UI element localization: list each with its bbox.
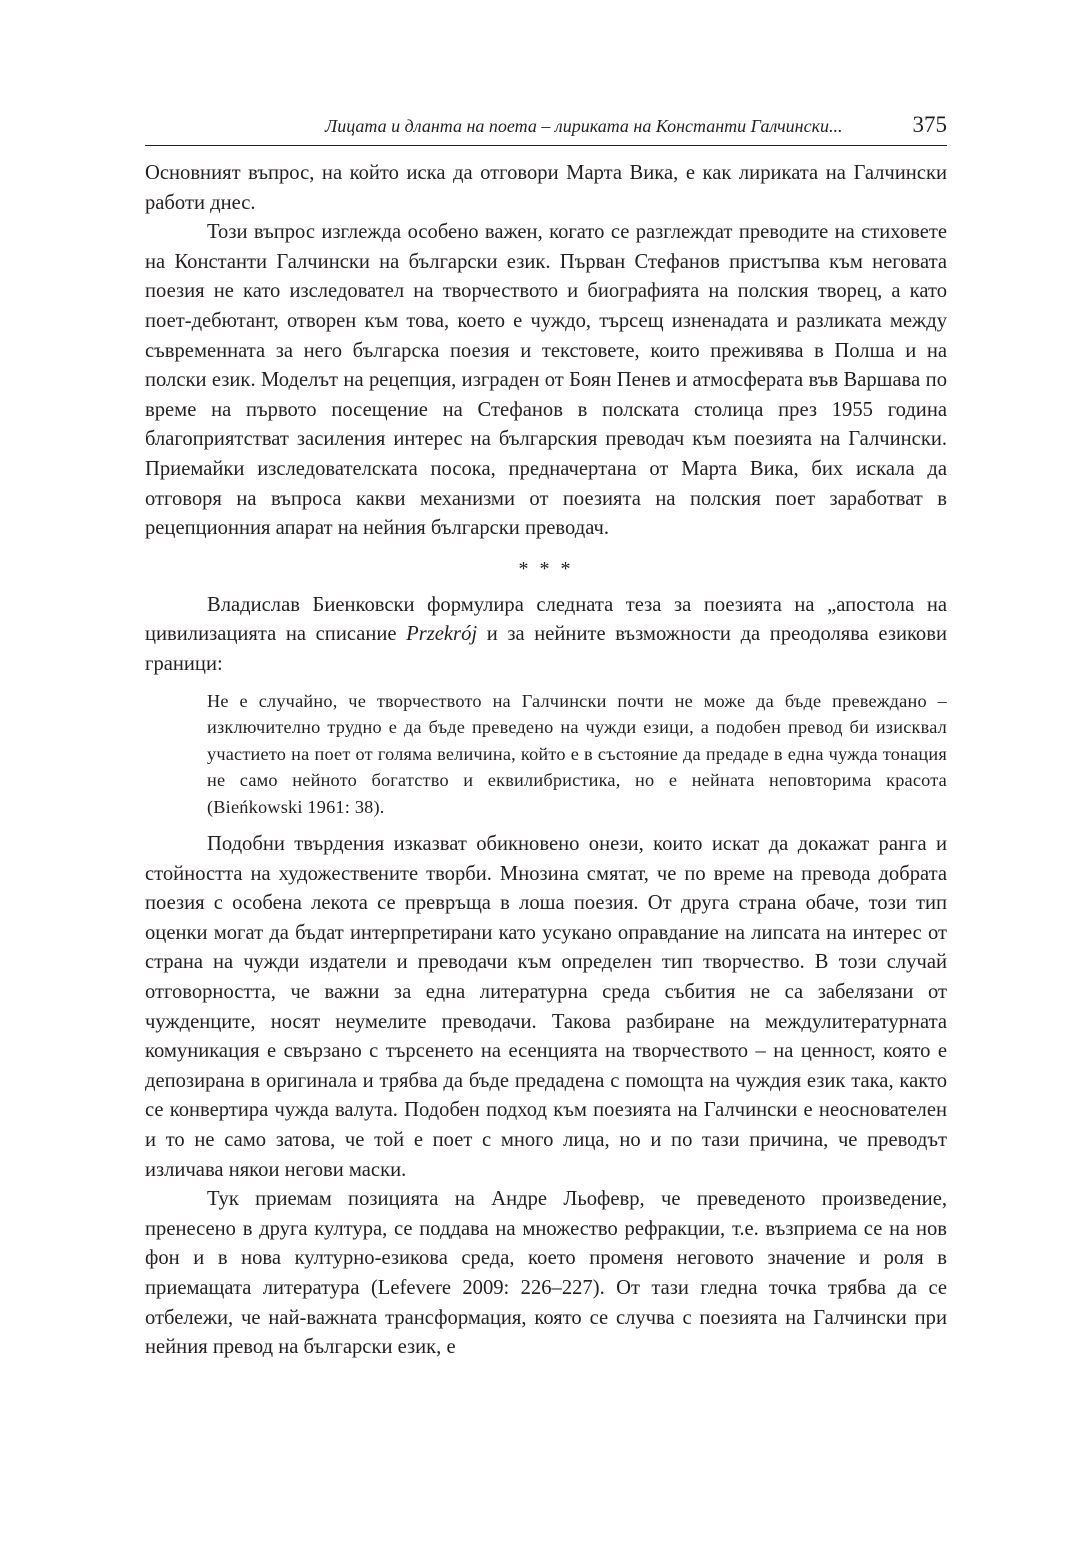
book-page (145, 112, 947, 1363)
block-quote: Не е случайно, че творчеството на Галчински почти не може да бъде превеждано – изключително трудно е да бъде преведено на чужди езици, а подобен превод би изисквал участието на поет от голяма величина, който е в състояние да предаде в една чужда тонация не само нейното богатство и еквилибристика, но е нейната неповторима красота (Bieńkowski 1961: 38). (207, 690, 947, 817)
paragraph-1: Основният въпрос, на който иска да отговори Марта Вика, е как лириката на Галчински работи днес. (145, 162, 947, 214)
section-separator: * * * (518, 557, 574, 580)
running-title: Лицата и дланта на поета – лириката на Константи Галчински... (325, 116, 843, 136)
paragraph-3-text-before: Владислав Биенковски формулира следната теза за поезията на „апостола на цивилизацията на списание (145, 593, 947, 646)
paragraph-2: Този въпрос изглежда особено важен, когато се разглеждат преводите на стиховете на Константи Галчински на български език. Първан Стефанов пристъпва към неговата поезия не като изследовател на творчеството и биографията на полския творец, а като поет-дебютант, отворен към това, което е чуждо, търсещ изненадата и разликата между съвременната за него българска поезия и текстовете, които преживява в Полша и на полски език. Моделът на рецепция, изграден от Боян Пенев и атмосферата във Варшава по време на първото посещение на Стефанов в полската столица през 1955 година благоприятстват засиления интерес на българския преводач към поезията на Галчински. Приемайки изследователската посока, предначертана от Марта Вика, бих искала да отговоря на въпроса какви механизми от поезията на полския поет заработват в рецепционния апарат на нейния български преводач. (145, 221, 947, 540)
paragraph-4: Подобни твърдения изказват обикновено онези, които искат да докажат ранга и стойността на художествените творби. Мнозина смятат, че по време на превода добрата поезия с особена лекота се превръща в лоша поезия. От друга страна обаче, този тип оценки могат да бъдат интерпретирани като усукано оправдание на липсата на интерес от страна на чужди издатели и преводачи към определен тип творчество. В този случай отговорността, че важни за една литературна среда събития не са забелязани от чужденците, носят неумелите преводачи. Такова разбиране на междулитературната комуникация е свързано с търсенето на есенцията на творчеството – на ценност, която е депозирана в оригинала и трябва да бъде предадена с помощта на чуждия език така, както се конвертира чужда валута. Подобен подход към поезията на Галчински е неоснователен и то не само затова, че той е поет с много лица, но и по тази причина, че преводът изличава някои негови маски. (145, 833, 947, 1181)
paragraph-3 (145, 591, 947, 680)
page-number: 375 (912, 112, 947, 137)
paragraph-5: Тук приемам позицията на Андре Льофевр, че преведеното произведение, пренесено в друга култура, се поддава на множество рефракции, т.е. възприема се на нов фон и в нова културно-езикова среда, което променя неговото значение и роля в приемащата литература (Lefevere 2009: 226–227). От тази гледна точка трябва да се отбележи, че най-важната трансформация, която се случва с поезията на Галчински при нейния превод на български език, е (145, 1188, 947, 1359)
paragraph-3-text-after: и за нейните възможности да преодолява езикови граници: (145, 623, 947, 675)
running-header (145, 112, 947, 146)
journal-title-italic: Przekrój (406, 623, 478, 646)
